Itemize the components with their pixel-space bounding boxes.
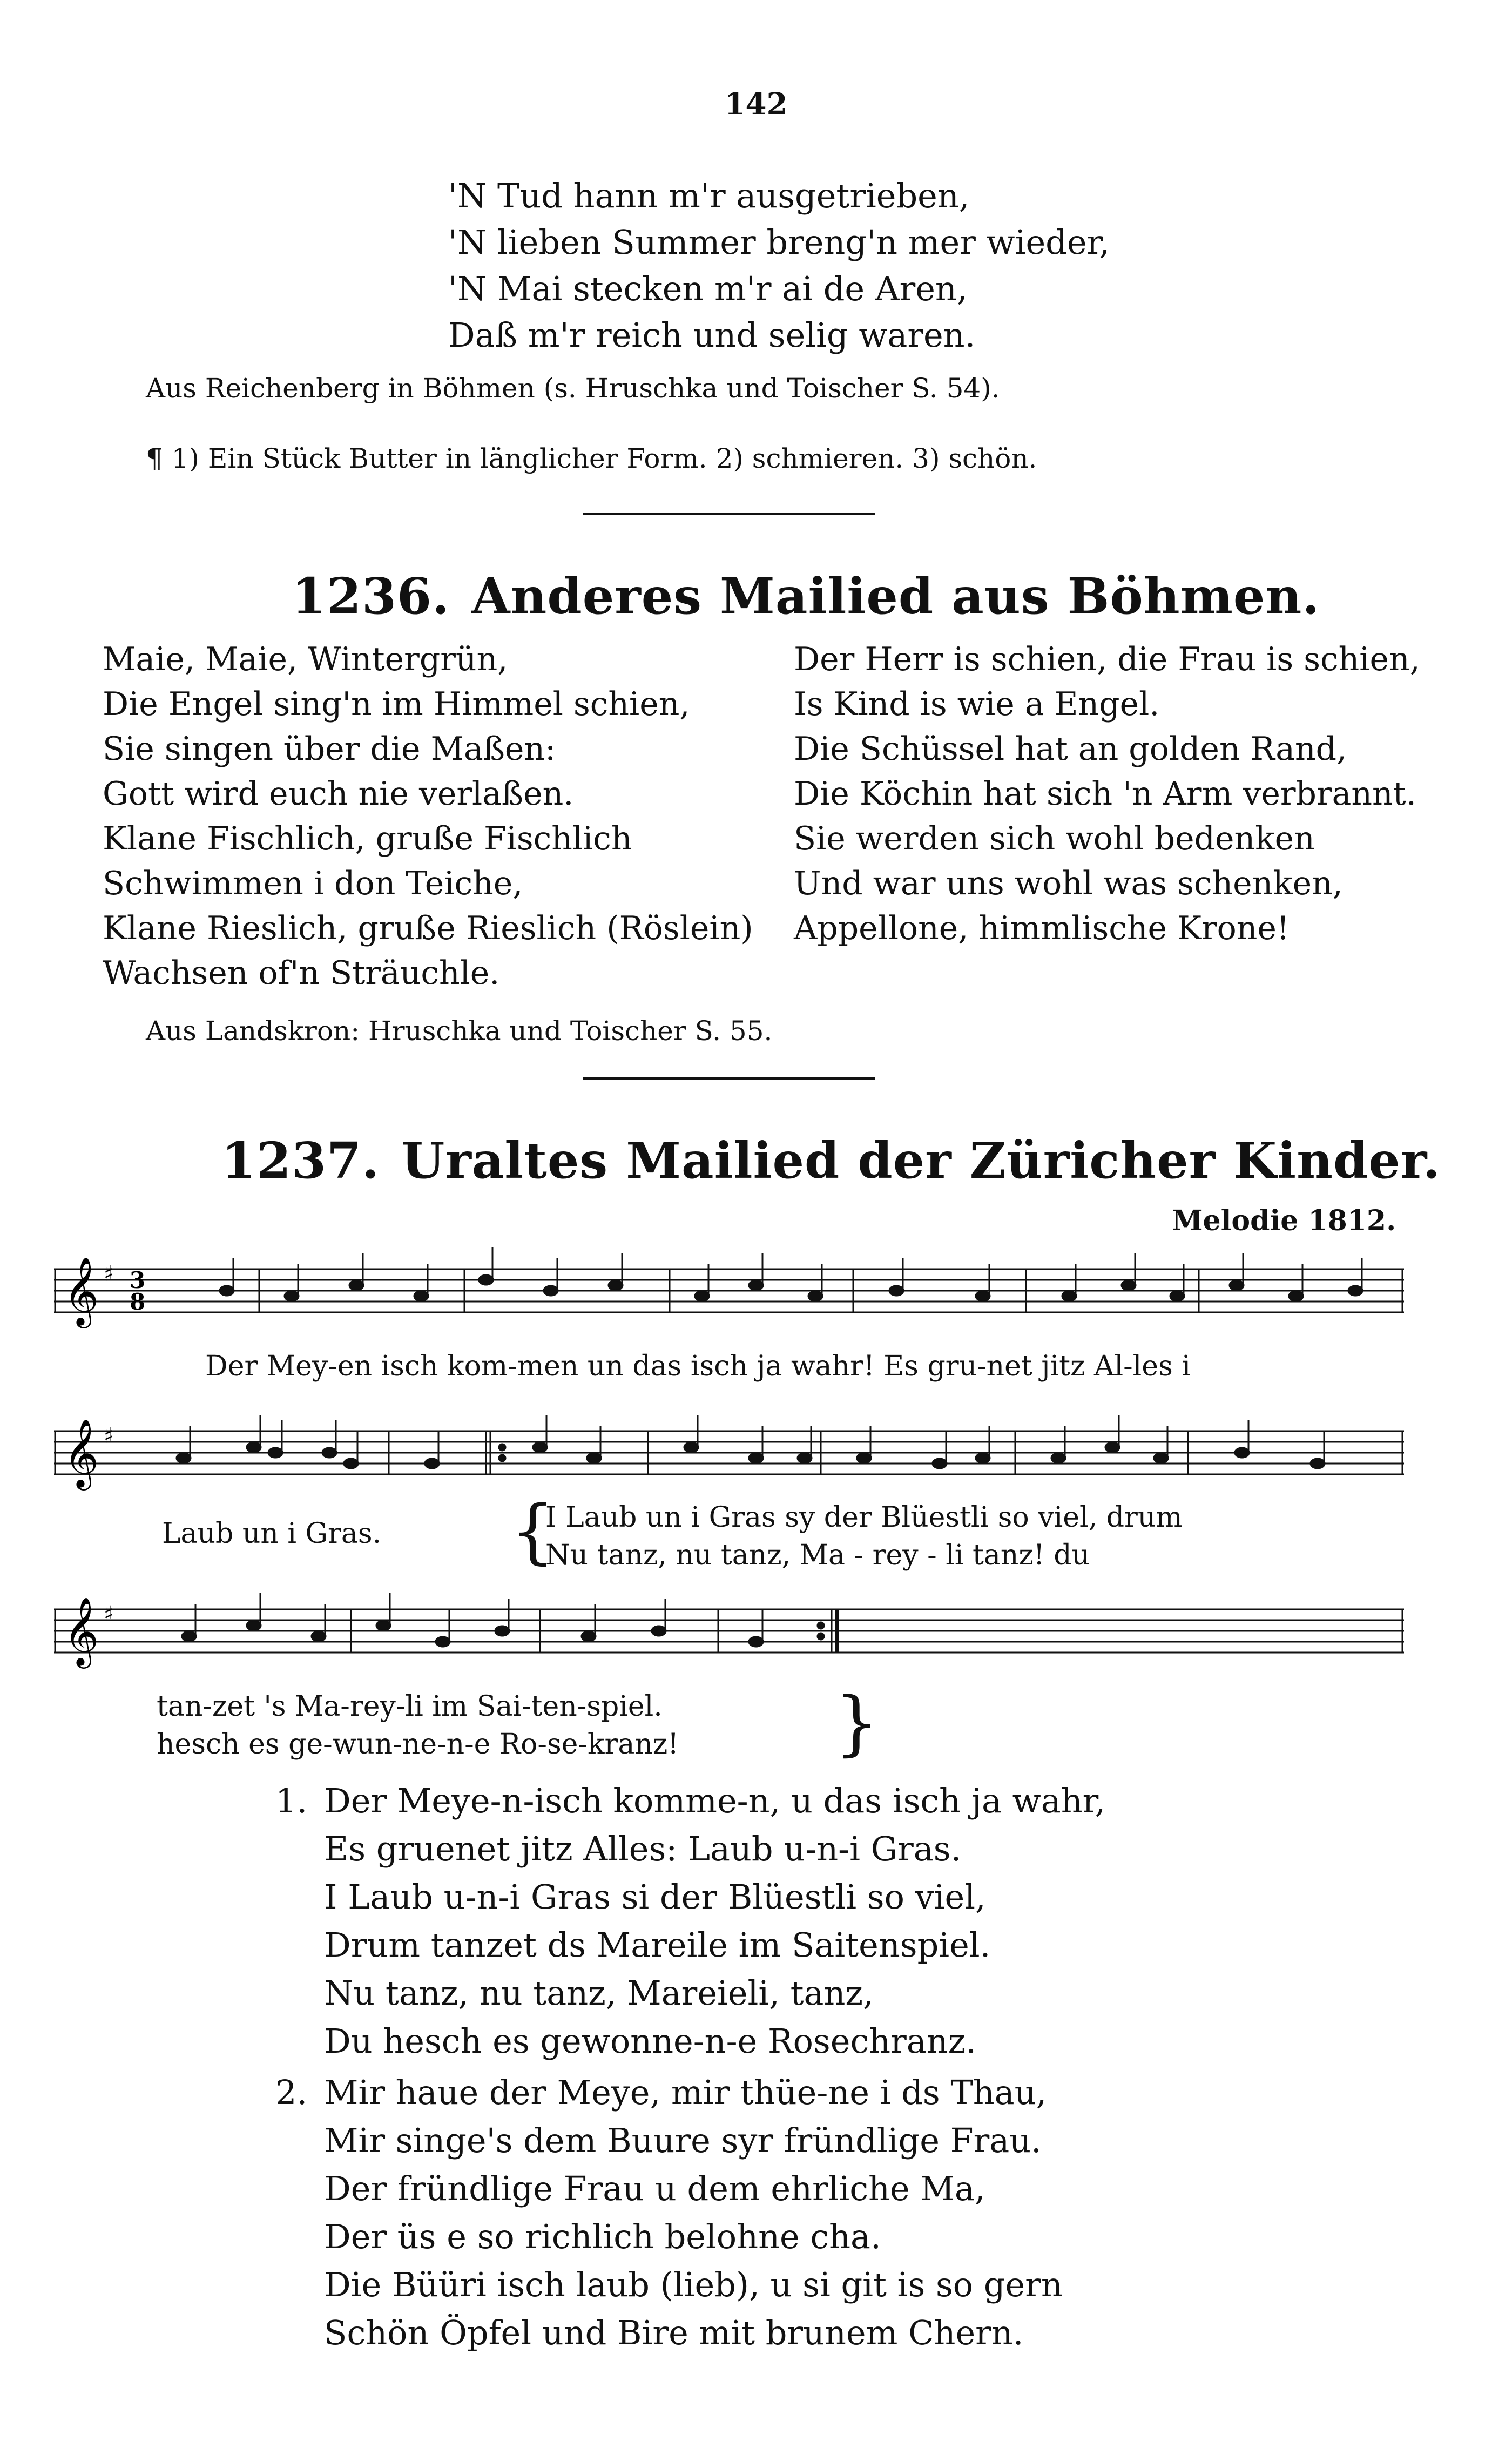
verse-line: Wachsen of'n Sträuchle.: [103, 954, 500, 992]
music-lyric-line: hesch es ge-wun-ne-n-e Ro-se-kranz!: [157, 1728, 679, 1761]
verse-line: Daß m'r reich und selig waren.: [448, 315, 976, 355]
verse-line: Appellone, himmlische Krone!: [794, 909, 1290, 947]
song-number: 1237.: [221, 1131, 380, 1190]
music-lyric-line: Laub un i Gras.: [162, 1518, 382, 1550]
verse-line: Die Engel sing'n im Himmel schien,: [103, 685, 690, 723]
song-heading-1237: [221, 1131, 1441, 1190]
svg-text:♯: ♯: [104, 1262, 114, 1286]
stanza-line: Mir haue der Meye, mir thüe-ne i ds Thau,: [324, 2073, 1047, 2112]
svg-text:♯: ♯: [104, 1424, 114, 1448]
music-staff-3: [54, 1588, 1404, 1696]
stanza-line: Es gruenet jitz Alles: Laub u-n-i Gras.: [324, 1829, 962, 1869]
verse-line: Der Herr is schien, die Frau is schien,: [794, 640, 1420, 678]
verse-line: Klane Rieslich, gruße Rieslich (Röslein): [103, 909, 753, 947]
music-lyric-line: tan-zet 's Ma-rey-li im Sai-ten-spiel.: [157, 1690, 663, 1723]
stanza-line: Der fründlige Frau u dem ehrliche Ma,: [324, 2169, 986, 2208]
song-title: Uraltes Mailied der Züricher Kinder.: [401, 1131, 1441, 1190]
source-note: Aus Landskron: Hruschka und Toischer S. 55.: [146, 1015, 773, 1047]
footnote: ¶ 1) Ein Stück Butter in länglicher Form. 2) schmieren. 3) schön.: [146, 443, 1037, 474]
brace: }: [834, 1682, 879, 1764]
stanza-number: 1.: [275, 1781, 308, 1820]
song-title: Anderes Mailied aus Böhmen.: [471, 567, 1320, 625]
right-column: [794, 637, 1469, 951]
verse-line: Maie, Maie, Wintergrün,: [103, 640, 508, 678]
brace: {: [510, 1490, 555, 1572]
left-column: [103, 637, 778, 996]
song-heading-1236: [292, 567, 1320, 625]
treble-clef-icon: 𝄞: [64, 1596, 99, 1665]
verse-line: 'N lieben Summer breng'n mer wieder,: [448, 222, 1110, 262]
stanza-1: [275, 1777, 1463, 2065]
music-lyric-line: Der Mey-en isch kom-men un das isch ja wahr! Es gru-net jitz Al-les i: [205, 1350, 1191, 1383]
stanza-line: Die Büüri isch laub (lieb), u si git is so gern: [324, 2265, 1063, 2304]
music-lyric-line: I Laub un i Gras sy der Blüestli so viel, drum: [545, 1501, 1183, 1534]
verse-line: Klane Fischlich, gruße Fischlich: [103, 820, 632, 858]
verse-line: Sie singen über die Maßen:: [103, 730, 556, 768]
treble-clef-icon: 𝄞: [64, 1418, 99, 1487]
verse-line: Sie werden sich wohl bedenken: [794, 820, 1315, 858]
stanza-line: Schön Öpfel und Bire mit brunem Chern.: [324, 2313, 1024, 2352]
melody-note: Melodie 1812.: [1172, 1204, 1396, 1237]
verse-line: 'N Mai stecken m'r ai de Aren,: [448, 269, 968, 308]
stanza-line: Nu tanz, nu tanz, Mareieli, tanz,: [324, 1973, 874, 2013]
music-lyric-line: Nu tanz, nu tanz, Ma - rey - li tanz! du: [545, 1539, 1090, 1572]
svg-text:3: 3: [130, 1267, 146, 1293]
verse-line: Gott wird euch nie verlaßen.: [103, 775, 574, 813]
stanza-2: [275, 2068, 1463, 2357]
stanza-line: Du hesch es gewonne-n-e Rosechranz.: [324, 2021, 977, 2061]
stanza-number: 2.: [275, 2073, 308, 2112]
stanza-line: Der üs e so richlich belohne cha.: [324, 2217, 881, 2256]
verse-top: [448, 173, 1258, 359]
song-number: 1236.: [292, 567, 450, 625]
verse-line: Die Köchin hat sich 'n Arm verbrannt.: [794, 775, 1416, 813]
svg-text:8: 8: [130, 1289, 146, 1315]
verse-line: Und war uns wohl was schenken,: [794, 865, 1343, 902]
verse-line: 'N Tud hann m'r ausgetrieben,: [448, 176, 970, 215]
music-staff-1: [54, 1247, 1404, 1355]
treble-clef-icon: 𝄞: [64, 1256, 99, 1325]
stanza-line: Mir singe's dem Buure syr fründlige Frau.: [324, 2121, 1042, 2160]
verse-line: Schwimmen i don Teiche,: [103, 865, 523, 902]
stanza-line: Drum tanzet ds Mareile im Saitenspiel.: [324, 1925, 991, 1965]
divider-rule: [583, 1077, 875, 1080]
notes-1: [220, 1247, 1362, 1301]
stanza-line: I Laub u-n-i Gras si der Blüestli so viel,: [324, 1877, 986, 1917]
page-number: 142: [724, 86, 788, 122]
stanza-line: Der Meye-n-isch komme-n, u das isch ja wahr,: [324, 1781, 1106, 1820]
svg-text:♯: ♯: [104, 1602, 114, 1627]
divider-rule: [583, 513, 875, 515]
verse-line: Is Kind is wie a Engel.: [794, 685, 1160, 723]
source-note: Aus Reichenberg in Böhmen (s. Hruschka und Toischer S. 54).: [146, 373, 1000, 404]
verse-line: Die Schüssel hat an golden Rand,: [794, 730, 1347, 768]
